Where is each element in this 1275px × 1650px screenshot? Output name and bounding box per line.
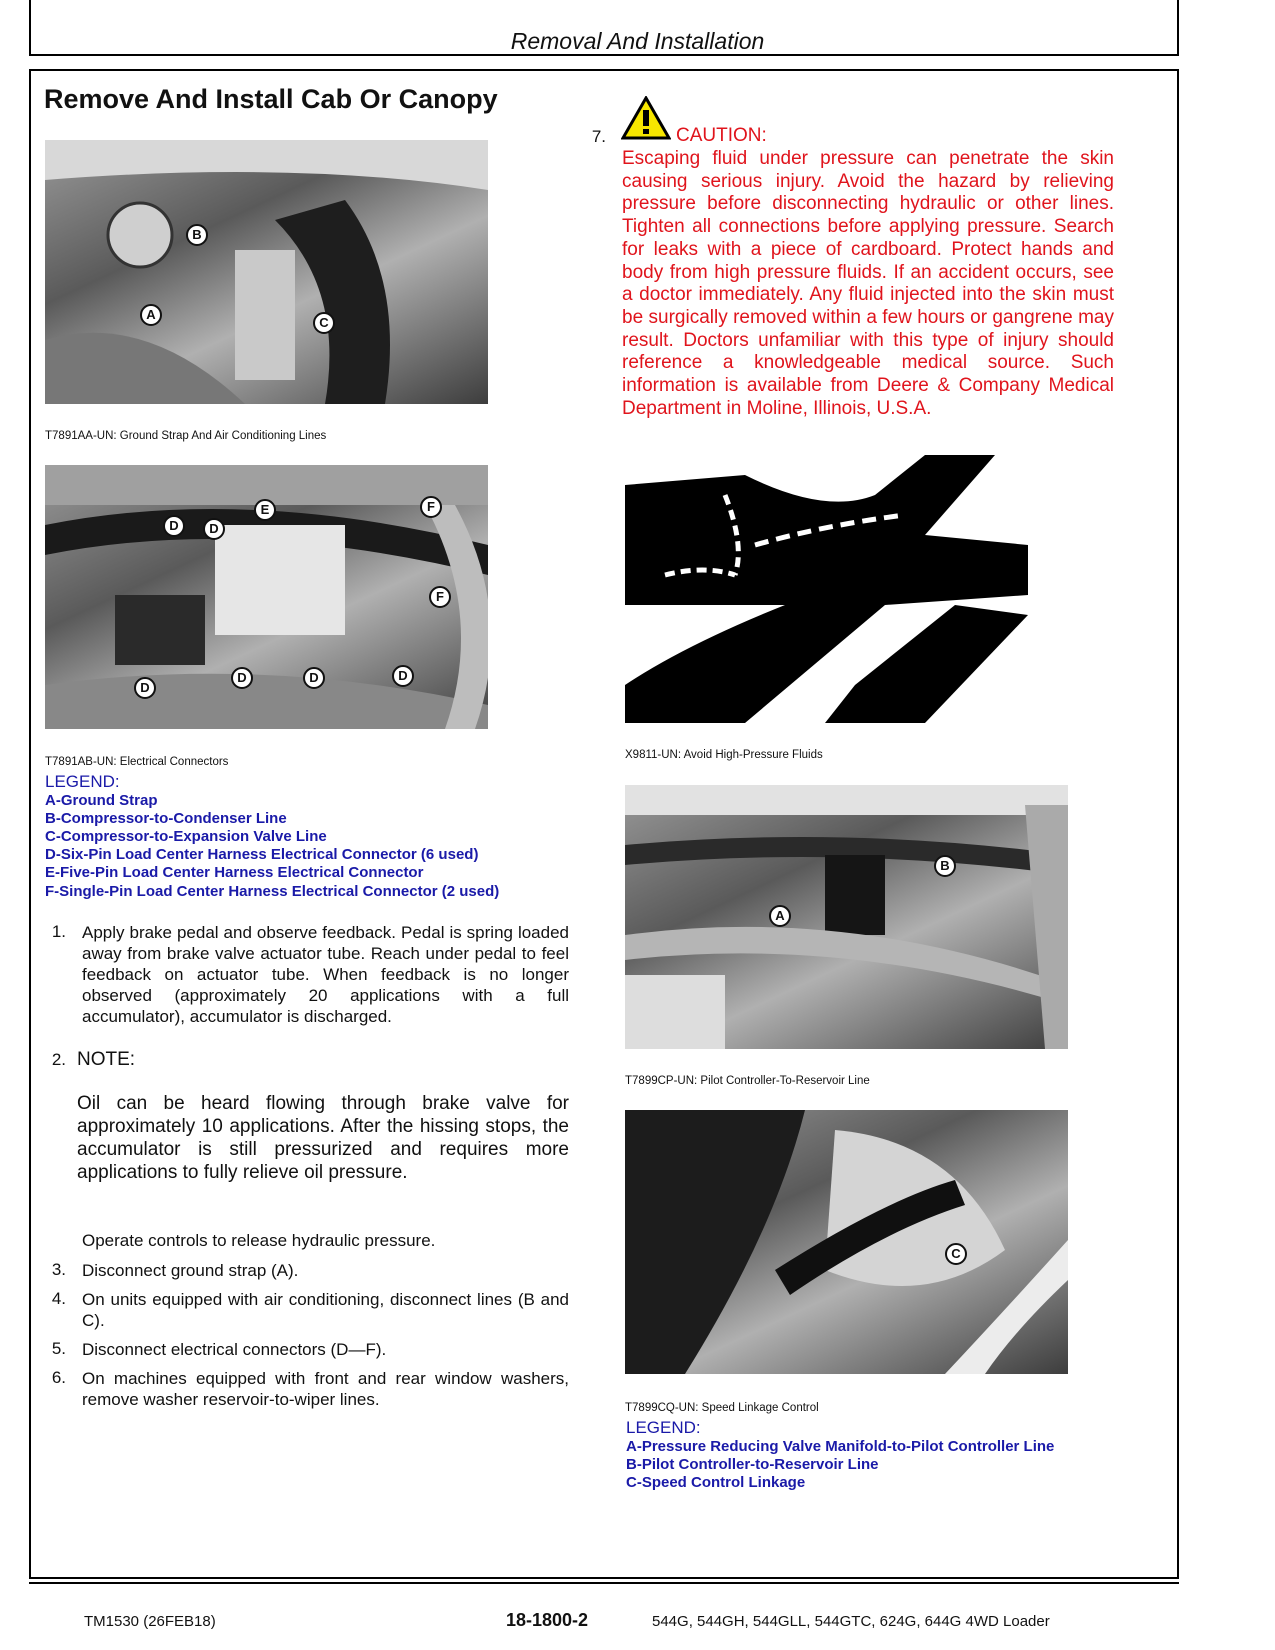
step-number: 6. xyxy=(51,1368,66,1387)
callout-d: D xyxy=(231,667,253,689)
figure-1-caption: T7891AA-UN: Ground Strap And Air Conditioning Lines xyxy=(45,430,327,442)
note-text: Oil can be heard flowing through brake valve for approximately 10 applications. After the hissing stops, the accumulator is still pressurized and requires more applications to fully relieve oil pressure. xyxy=(77,1093,569,1183)
step-text: On units equipped with air conditioning, disconnect lines (B and C). xyxy=(82,1290,569,1330)
warning-triangle-icon xyxy=(621,96,671,140)
legend-item: C-Compressor-to-Expansion Valve Line xyxy=(45,828,327,845)
callout-d: D xyxy=(392,665,414,687)
callout-d: D xyxy=(203,518,225,540)
legend-item: F-Single-Pin Load Center Harness Electrical Connector (2 used) xyxy=(45,883,500,900)
legend-item: C-Speed Control Linkage xyxy=(626,1474,806,1491)
step-text: On machines equipped with front and rear window washers, remove washer reservoir-to-wiper lines. xyxy=(82,1369,569,1409)
callout-c: C xyxy=(945,1243,967,1265)
step-number: 4. xyxy=(51,1289,66,1308)
footer-models: 544G, 544GH, 544GLL, 544GTC, 624G, 644G 4WD Loader xyxy=(652,1613,1050,1630)
figure-3-art xyxy=(625,455,1028,723)
callout-c: C xyxy=(313,312,335,334)
step-number: 1. xyxy=(51,922,66,941)
callout-f: F xyxy=(429,586,451,608)
callout-d: D xyxy=(163,515,185,537)
callout-f: F xyxy=(420,496,442,518)
figure-5-art xyxy=(625,1110,1068,1374)
figure-pilot-controller-photo xyxy=(625,785,1068,1049)
step-number: 5. xyxy=(51,1339,66,1358)
footer-page-number: 18-1800-2 xyxy=(506,1610,589,1630)
callout-d: D xyxy=(303,667,325,689)
legend-item: B-Compressor-to-Condenser Line xyxy=(45,810,287,827)
page-header-title: Removal And Installation xyxy=(510,28,765,54)
figure-ground-strap-photo xyxy=(45,140,488,404)
callout-e: E xyxy=(254,499,276,521)
figure-2-caption: T7891AB-UN: Electrical Connectors xyxy=(45,756,229,768)
callout-a: A xyxy=(140,304,162,326)
step-number: 7. xyxy=(591,127,606,146)
legend-item: D-Six-Pin Load Center Harness Electrical Connector (6 used) xyxy=(45,846,479,863)
figure-3-caption: X9811-UN: Avoid High-Pressure Fluids xyxy=(625,749,823,761)
step-text: Disconnect ground strap (A). xyxy=(82,1261,299,1280)
caution-text: Escaping fluid under pressure can penetrate the skin causing serious injury. Avoid the hazard by relieving pressure before disconnecting hydraulic or other lines. Tighten all connections before applying pressure. Search for leaks with a piece of cardboard. Protect hands and body from high pressure fluids. If an accident occurs, see a doctor immediately. Any fluid injected into the skin must be surgically removed within a few hours or gangrene may result. Doctors unfamiliar with this type of injury should reference a knowledgeable medical source. Such information is available from Deere & Company Medical Department in Moline, Illinois, U.S.A. xyxy=(622,148,1114,419)
warning-triangle-svg xyxy=(621,96,671,140)
callout-b: B xyxy=(186,224,208,246)
figure-speed-linkage-photo xyxy=(625,1110,1068,1374)
legend-heading: LEGEND: xyxy=(626,1418,701,1437)
callout-d: D xyxy=(134,677,156,699)
step-text: Operate controls to release hydraulic pressure. xyxy=(82,1231,436,1250)
caution-label: CAUTION: xyxy=(676,125,767,146)
step-text: Disconnect electrical connectors (D—F). xyxy=(82,1340,387,1359)
legend-item: A-Pressure Reducing Valve Manifold-to-Pilot Controller Line xyxy=(626,1438,1055,1455)
figure-high-pressure-fluid-illustration xyxy=(625,455,1028,723)
callout-b: B xyxy=(934,855,956,877)
note-label: NOTE: xyxy=(77,1049,136,1070)
legend-item: B-Pilot Controller-to-Reservoir Line xyxy=(626,1456,879,1473)
figure-4-art xyxy=(625,785,1068,1049)
callout-a: A xyxy=(769,905,791,927)
legend-item: A-Ground Strap xyxy=(45,792,158,809)
legend-item: E-Five-Pin Load Center Harness Electrical Connector xyxy=(45,864,424,881)
figure-1-art xyxy=(45,140,488,404)
figure-4-caption: T7899CP-UN: Pilot Controller-To-Reservoir Line xyxy=(625,1075,870,1087)
step-text: Apply brake pedal and observe feedback. Pedal is spring loaded away from brake valve actuator tube. Reach under pedal to feel feedback on actuator tube. When feedback is no longer observed (approximately 20 applications with a full accumulator), accumulator is discharged. xyxy=(82,923,569,1026)
section-title: Remove And Install Cab Or Canopy xyxy=(44,84,498,114)
step-number: 2. xyxy=(51,1050,66,1069)
figure-electrical-connectors-photo xyxy=(45,465,488,729)
figure-5-caption: T7899CQ-UN: Speed Linkage Control xyxy=(625,1402,819,1414)
legend-heading: LEGEND: xyxy=(45,772,120,791)
step-number: 3. xyxy=(51,1260,66,1279)
footer-rule xyxy=(29,1582,1179,1584)
footer-doc-id: TM1530 (26FEB18) xyxy=(84,1613,216,1630)
